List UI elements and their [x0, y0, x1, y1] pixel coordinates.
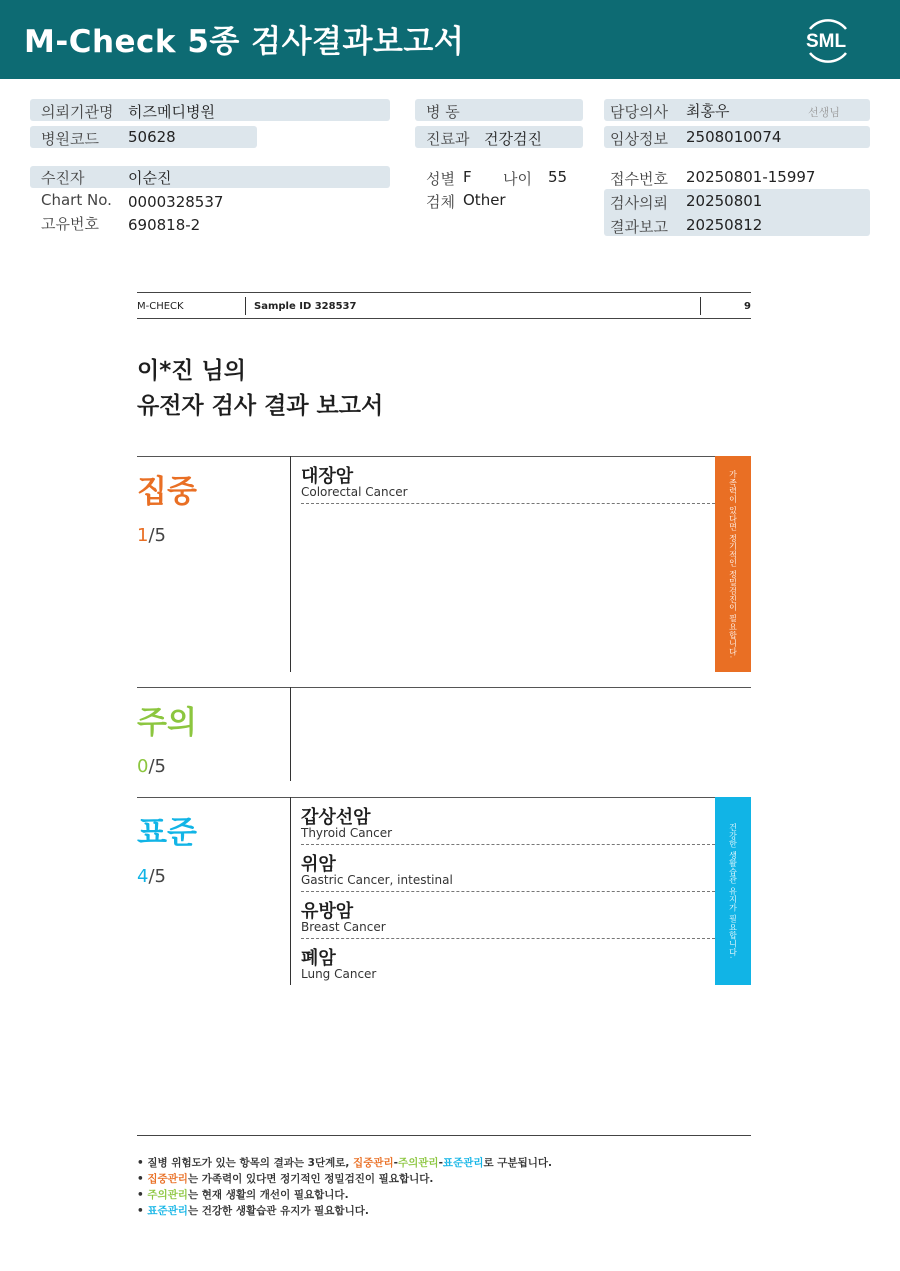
report-header-divider [245, 297, 246, 315]
logo-text: SML [805, 31, 847, 52]
caution-section-divider [290, 687, 291, 781]
request-date-label: 검사의뢰 [610, 194, 668, 212]
report-date-value: 20250812 [686, 216, 763, 234]
report-brand: M-CHECK [137, 301, 184, 312]
focus-section-label: 집중 [137, 474, 197, 510]
result-item-en: Thyroid Cancer [301, 826, 393, 840]
item-separator [301, 891, 715, 892]
page-title: M-Check 5종 검사결과보고서 [24, 24, 465, 60]
department-value: 건강검진 [484, 130, 542, 148]
footnote-line: • 집중관리는 가족력이 있다면 정기적인 정밀검진이 필요합니다. [137, 1173, 434, 1185]
focus-section-rule [137, 456, 751, 457]
sml-logo [796, 12, 856, 68]
clinical-info-label: 임상정보 [610, 130, 668, 148]
standard-section-count [137, 866, 166, 887]
sample-id: Sample ID 328537 [254, 301, 357, 312]
report-header-bottom-rule [137, 318, 751, 319]
result-item-ko: 유방암 [301, 901, 354, 922]
standard-section-divider [290, 797, 291, 985]
doctor-label: 담당의사 [610, 103, 668, 121]
standard-count: 4 [137, 866, 149, 887]
report-title [137, 354, 383, 424]
doctor-value: 최홍우 [686, 102, 730, 120]
caution-section-label: 주의 [137, 705, 197, 741]
report-header-top-rule [137, 292, 751, 293]
chart-value: 0000328537 [128, 193, 224, 211]
caution-count: 0 [137, 756, 149, 777]
bullet: • [137, 1205, 148, 1217]
focus-sidebar [715, 456, 751, 672]
standard-sidebar [715, 797, 751, 985]
bullet: • [137, 1173, 148, 1185]
standard-section-label: 표준 [137, 815, 197, 851]
receipt-number-value: 20250801-15997 [686, 168, 816, 186]
focus-total: /5 [148, 525, 166, 546]
result-item-ko: 대장암 [301, 466, 354, 487]
request-date-value: 20250801 [686, 192, 763, 210]
footnote-line: • 질병 위험도가 있는 항목의 결과는 3단계로, 집중관리-주의관리-표준관리로 구분됩니다. [137, 1157, 553, 1169]
focus-count: 1 [137, 525, 149, 546]
page-number: 9 [744, 301, 751, 312]
institution-value: 히즈메디병원 [128, 103, 215, 121]
specimen-label: 검체 [426, 193, 455, 211]
hospital-code-value: 50628 [128, 128, 176, 146]
ward-label: 병 동 [426, 103, 460, 121]
patient-label: 수진자 [41, 169, 85, 187]
focus-sidebar-text: 가족력이 있다면 정기적인 정밀검진이 필요합니다. [728, 469, 738, 659]
standard-section-rule [137, 797, 751, 798]
standard-total: /5 [148, 866, 166, 887]
unique-number-label: 고유번호 [41, 215, 99, 233]
caution-section-count [137, 756, 166, 777]
result-item-ko: 갑상선암 [301, 807, 371, 828]
result-item-en: Colorectal Cancer [301, 485, 408, 499]
receipt-number-label: 접수번호 [610, 170, 668, 188]
doctor-suffix: 선생님 [808, 106, 840, 119]
result-item-en: Gastric Cancer, intestinal [301, 873, 453, 887]
institution-label: 의뢰기관명 [41, 103, 114, 121]
bullet: • [137, 1189, 148, 1201]
item-separator [301, 844, 715, 845]
focus-section-count [137, 525, 166, 546]
caution-total: /5 [148, 756, 166, 777]
standard-sidebar-text: 건강한 생활습관 유지가 필요합니다. [728, 823, 738, 959]
unique-number-value: 690818-2 [128, 216, 201, 234]
bullet: • [137, 1157, 148, 1169]
footnote-line: • 주의관리는 현재 생활의 개선이 필요합니다. [137, 1189, 349, 1201]
caution-section-rule [137, 687, 751, 688]
report-title-line1: 이*진 님의 [137, 358, 246, 384]
patient-value: 이순진 [128, 169, 172, 187]
report-title-line2: 유전자 검사 결과 보고서 [137, 393, 384, 419]
item-separator [301, 503, 715, 504]
specimen-value: Other [463, 191, 506, 209]
chart-label: Chart No. [41, 191, 112, 209]
result-item-ko: 폐암 [301, 948, 336, 969]
report-header-divider [700, 297, 701, 315]
sex-value: F [463, 168, 472, 186]
result-item-ko: 위암 [301, 854, 336, 875]
footnote-line: • 표준관리는 건강한 생활습관 유지가 필요합니다. [137, 1205, 369, 1217]
department-label: 진료과 [426, 130, 470, 148]
hospital-code-label: 병원코드 [41, 130, 99, 148]
sex-label: 성별 [426, 170, 455, 188]
age-label: 나이 [503, 170, 532, 188]
age-value: 55 [548, 168, 568, 186]
clinical-info-value: 2508010074 [686, 128, 782, 146]
item-separator [301, 938, 715, 939]
footnote-rule [137, 1135, 751, 1136]
result-item-en: Breast Cancer [301, 920, 386, 934]
focus-section-divider [290, 456, 291, 672]
result-item-en: Lung Cancer [301, 967, 377, 981]
report-date-label: 결과보고 [610, 218, 668, 236]
